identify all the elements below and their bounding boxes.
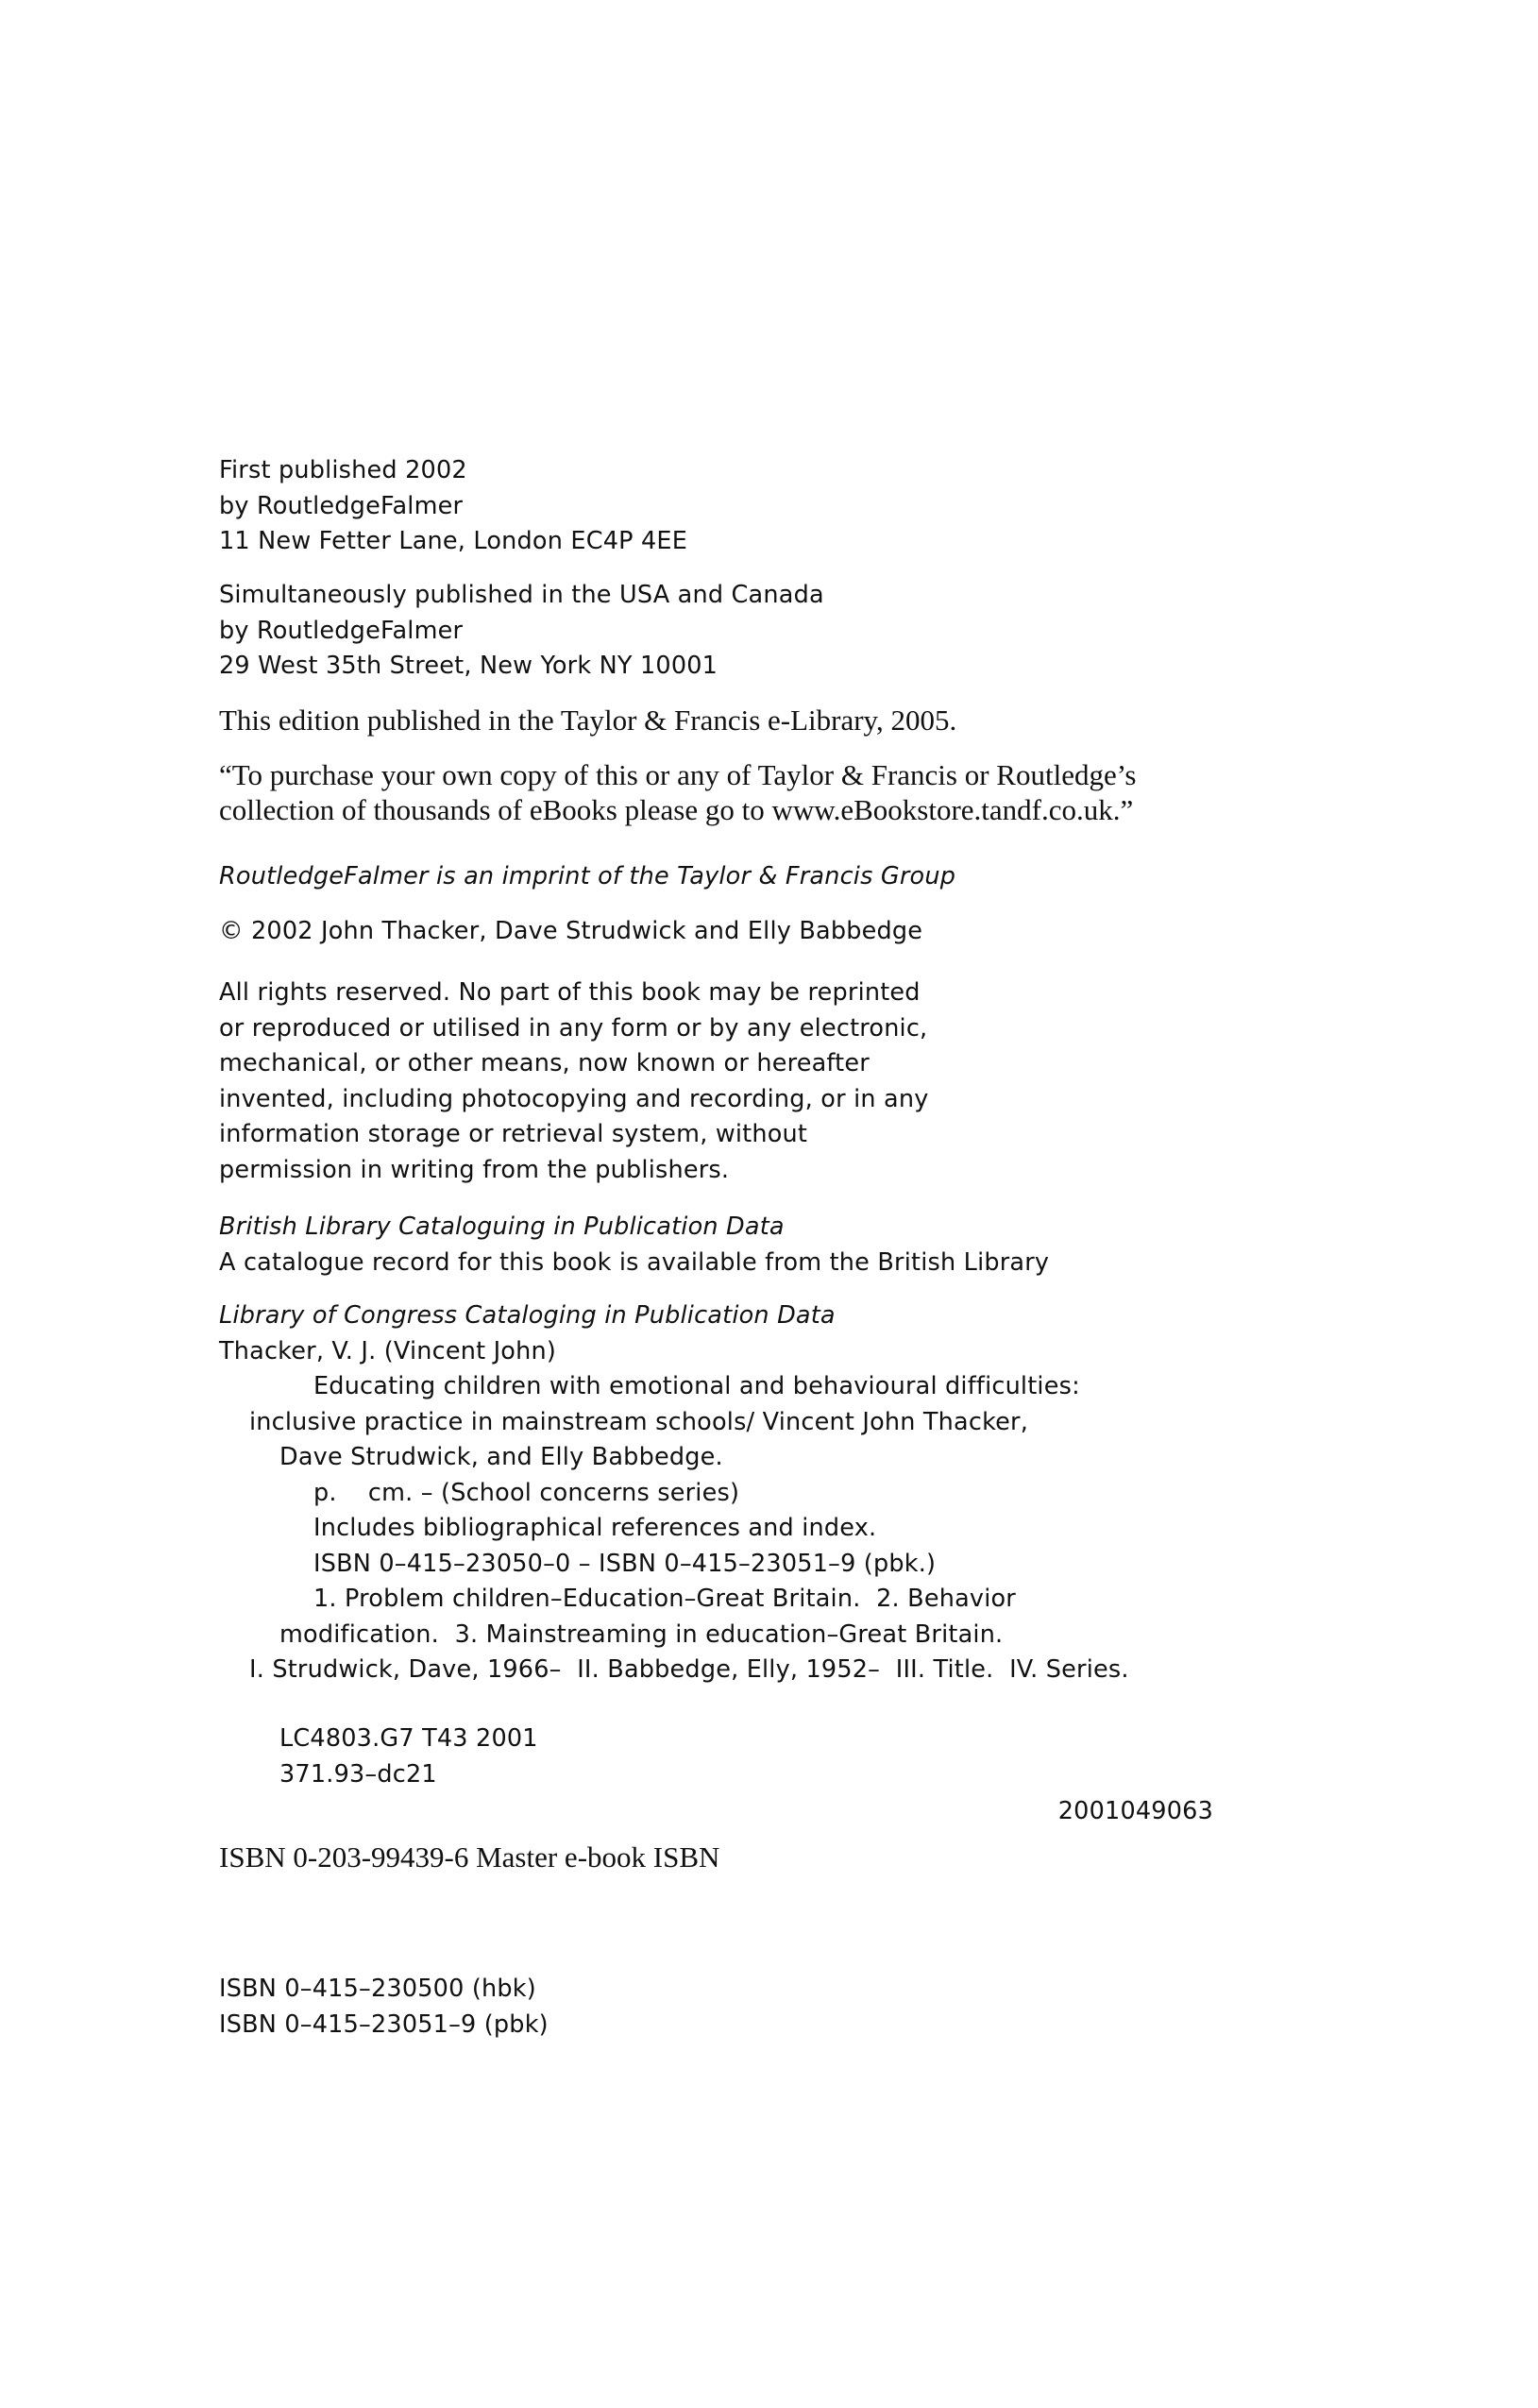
- copyright-text: © 2002 John Thacker, Dave Strudwick and Elly Babbedge: [219, 917, 923, 945]
- rights-block: [219, 975, 1276, 1188]
- imprint-text: RoutledgeFalmer is an imprint of the Taylor & Francis Group: [219, 862, 956, 890]
- congress-isbn: ISBN 0–415–23050–0 – ISBN 0–415–23051–9 (pbk.): [313, 1549, 937, 1578]
- congress-title-line: Dave Strudwick, and Elly Babbedge.: [279, 1443, 723, 1471]
- usa-address-line: 29 West 35th Street, New York NY 10001: [219, 652, 718, 680]
- british-library-text: A catalogue record for this book is available from the British Library: [219, 1247, 1050, 1277]
- isbn-pbk: ISBN 0–415–23051–9 (pbk): [219, 2009, 549, 2039]
- rights-line: permission in writing from the publishers.: [219, 1155, 730, 1184]
- master-isbn: [219, 1840, 1276, 1874]
- congress-heading: Library of Congress Cataloging in Publication Data: [219, 1301, 836, 1330]
- rights-line: mechanical, or other means, now known or hereafter: [219, 1049, 870, 1077]
- rights-line: or reproduced or utilised in any form or by any electronic,: [219, 1013, 928, 1043]
- dewey-number: 371.93–dc21: [279, 1759, 437, 1789]
- congress-title-line: Educating children with emotional and behavioural difficulties:: [313, 1372, 1080, 1400]
- usa-canada-block: [219, 578, 1276, 685]
- usa-published-line: Simultaneously published in the USA and Canada: [219, 581, 824, 609]
- british-library-block: [219, 1210, 1276, 1280]
- congress-series: p. cm. – (School concerns series): [313, 1478, 740, 1507]
- congress-subjects: modification. 3. Mainstreaming in education–Great Britain.: [279, 1619, 1004, 1649]
- call-number: LC4803.G7 T43 2001: [279, 1724, 538, 1753]
- purchase-note-line: “To purchase your own copy of this or any of Taylor & Francis or Routledge’s: [219, 758, 1137, 791]
- lccn-number: [1053, 1794, 1213, 1830]
- congress-subjects: 1. Problem children–Education–Great Britain. 2. Behavior: [313, 1585, 1016, 1613]
- congress-added-entries: I. Strudwick, Dave, 1966– II. Babbedge, Elly, 1952– III. Title. IV. Series.: [249, 1655, 1129, 1684]
- congress-author: Thacker, V. J. (Vincent John): [219, 1336, 556, 1365]
- isbn-hbk: ISBN 0–415–230500 (hbk): [219, 1975, 536, 2003]
- rights-line: invented, including photocopying and recording, or in any: [219, 1084, 929, 1113]
- imprint-line: [219, 859, 1276, 895]
- british-library-heading: British Library Cataloguing in Publication Data: [219, 1212, 785, 1241]
- lccn-text: 2001049063: [1057, 1797, 1213, 1825]
- rights-line: All rights reserved. No part of this book may be reprinted: [219, 978, 921, 1007]
- master-isbn-text: ISBN 0-203-99439-6 Master e-book ISBN: [219, 1840, 720, 1874]
- call-number-block: [219, 1721, 1276, 1792]
- first-published-line: First published 2002: [219, 456, 467, 484]
- congress-title-line: inclusive practice in mainstream schools/ Vincent John Thacker,: [249, 1407, 1029, 1436]
- edition-note: [219, 703, 1276, 738]
- edition-note-text: This edition published in the Taylor & Francis e-Library, 2005.: [219, 704, 957, 737]
- purchase-note-line: collection of thousands of eBooks please go to www.eBookstore.tandf.co.uk.”: [219, 793, 1134, 826]
- congress-bibliography: Includes bibliographical references and index.: [313, 1514, 877, 1542]
- publisher-line: by RoutledgeFalmer: [219, 491, 464, 520]
- rights-line: information storage or retrieval system, without: [219, 1120, 808, 1148]
- usa-publisher-line: by RoutledgeFalmer: [219, 616, 464, 645]
- purchase-note: [219, 757, 1276, 827]
- publisher-address-line: 11 New Fetter Lane, London EC4P 4EE: [219, 527, 688, 555]
- congress-block: [219, 1298, 1276, 1688]
- copyright-line: [219, 914, 1276, 950]
- isbn-block: [219, 1972, 1276, 2043]
- first-published-block: [219, 453, 1276, 560]
